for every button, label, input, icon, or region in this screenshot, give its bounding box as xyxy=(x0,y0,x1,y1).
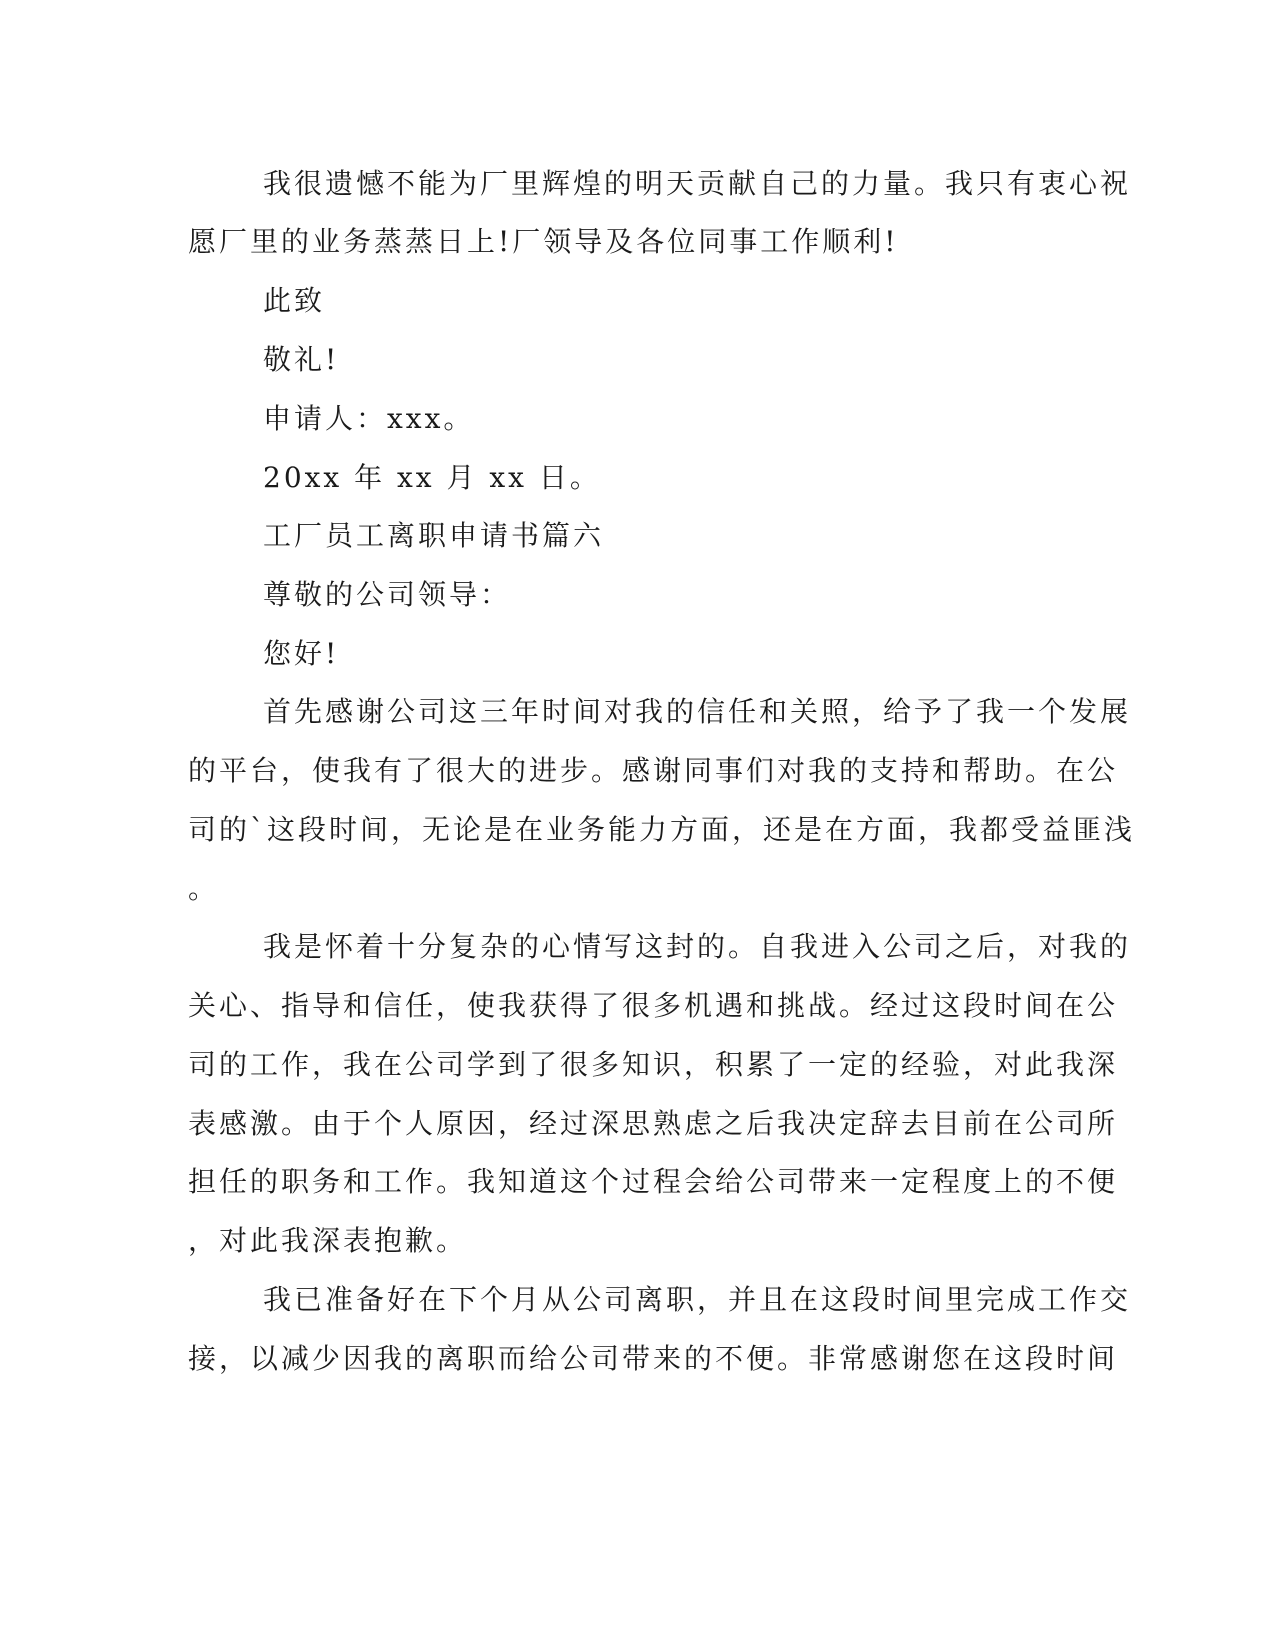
paragraph-line: 司的`这段时间，无论是在业务能力方面，还是在方面，我都受益匪浅 xyxy=(188,813,1136,846)
paragraph-line: 愿厂里的业务蒸蒸日上!厂领导及各位同事工作顺利! xyxy=(188,225,899,258)
paragraph-line: 我很遗憾不能为厂里辉煌的明天贡献自己的力量。我只有衷心祝 xyxy=(263,167,1132,200)
closing-line: 此致 xyxy=(263,284,326,317)
section-title: 工厂员工离职申请书篇六 xyxy=(263,519,605,552)
paragraph-line: 接，以减少因我的离职而给公司带来的不便。非常感谢您在这段时间 xyxy=(188,1342,1119,1375)
paragraph-line: 。 xyxy=(188,872,220,905)
closing-line: 敬礼! xyxy=(263,343,340,376)
paragraph-line: 首先感谢公司这三年时间对我的信任和关照，给予了我一个发展 xyxy=(263,695,1132,728)
paragraph-line: 我是怀着十分复杂的心情写这封的。自我进入公司之后，对我的 xyxy=(263,930,1132,963)
applicant-line: 申请人：xxx。 xyxy=(263,402,475,435)
paragraph-line: 担任的职务和工作。我知道这个过程会给公司带来一定程度上的不便 xyxy=(188,1165,1119,1198)
paragraph-line: 的平台，使我有了很大的进步。感谢同事们对我的支持和帮助。在公 xyxy=(188,754,1119,787)
salutation-line: 尊敬的公司领导： xyxy=(263,578,512,611)
paragraph-line: ，对此我深表抱歉。 xyxy=(188,1224,468,1257)
paragraph-line: 我已准备好在下个月从公司离职，并且在这段时间里完成工作交 xyxy=(263,1283,1132,1316)
paragraph-line: 关心、指导和信任，使我获得了很多机遇和挑战。经过这段时间在公 xyxy=(188,989,1119,1022)
paragraph-line: 表感激。由于个人原因，经过深思熟虑之后我决定辞去目前在公司所 xyxy=(188,1107,1119,1140)
paragraph-line: 司的工作，我在公司学到了很多知识，积累了一定的经验，对此我深 xyxy=(188,1048,1119,1081)
greeting-line: 您好! xyxy=(263,637,340,670)
date-line: 20xx 年 xx 月 xx 日。 xyxy=(263,461,601,494)
